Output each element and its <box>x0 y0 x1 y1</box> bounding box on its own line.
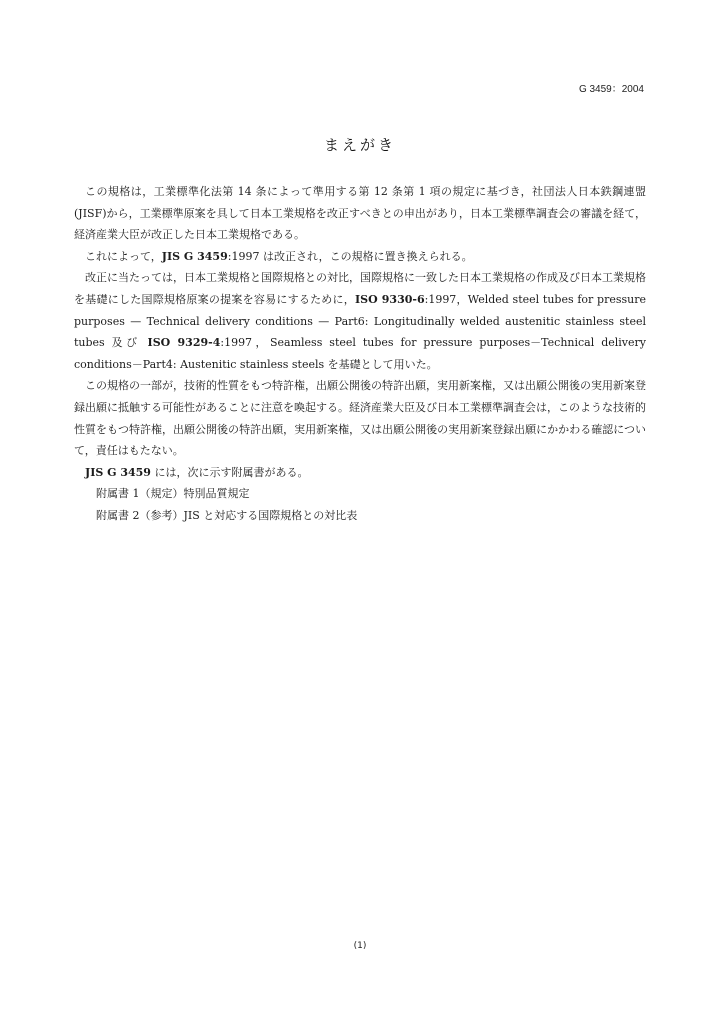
paragraph-1: この規格は，工業標準化法第 14 条によって準用する第 12 条第 1 項の規定に基づき，社団法人日本鉄鋼連盟(JISF)から，工業標準原案を具して日本工業規格を改正すべきとの申出があり，日本工業標準調査会の審議を経て，経済産業大臣が改正した日本工業規格である。 <box>74 185 646 242</box>
text-span: これによって， <box>85 249 162 263</box>
iso-ref-2: ISO 9329-4 <box>147 336 221 350</box>
paragraph-2 <box>74 246 646 268</box>
paragraph-5 <box>74 462 646 484</box>
paragraph-4: この規格の一部が，技術的性質をもつ特許権，出願公開後の特許出願，実用新案権，又は出願公開後の実用新案登録出願に抵触する可能性があることに注意を喚起する。経済産業大臣及び日本工業標準調査会は，このような技術的性質をもつ特許権，出願公開後の特許出願，実用新案権，又は出願公開後の実用新案登録出願にかかわる確認について，責任はもたない。 <box>74 379 646 458</box>
annex-item-1: 附属書 1（規定）特別品質規定 <box>96 487 250 501</box>
foreword-body <box>74 181 646 527</box>
text-span: :1997，Seamless steel tubes for pressure purposes－Technical delivery conditions－Part4: Austenitic stainless steels を基礎として用いた。 <box>74 336 647 371</box>
iso-ref-1: ISO 9330-6 <box>355 292 425 306</box>
paragraph-3 <box>74 267 646 375</box>
standard-code: G 3459：2004 <box>578 84 644 95</box>
text-span: には，次に示す附属書がある。 <box>150 465 309 479</box>
text-span: 改正に当たっては，日本工業規格と国際規格との対比，国際規格に一致した日本工業規格の作成及び日本工業規格を基礎にした国際規格原案の提案を容易にするために， <box>74 271 646 306</box>
standard-ref: JIS G 3459 <box>161 249 228 263</box>
page-number: (1) <box>353 941 367 951</box>
text-span: :1997，Welded steel tubes for pressure purposes — Technical delivery conditions — Part6: Longitudinally welded austenitic stainless steel tubes 及び <box>74 292 646 350</box>
standard-ref: JIS G 3459 <box>85 465 151 479</box>
text-span: :1997 は改正され，この規格に置き換えられる。 <box>227 249 473 263</box>
page-title: まえがき <box>323 136 396 154</box>
annex-item-2: 附属書 2（参考）JIS と対応する国際規格との対比表 <box>96 508 358 522</box>
